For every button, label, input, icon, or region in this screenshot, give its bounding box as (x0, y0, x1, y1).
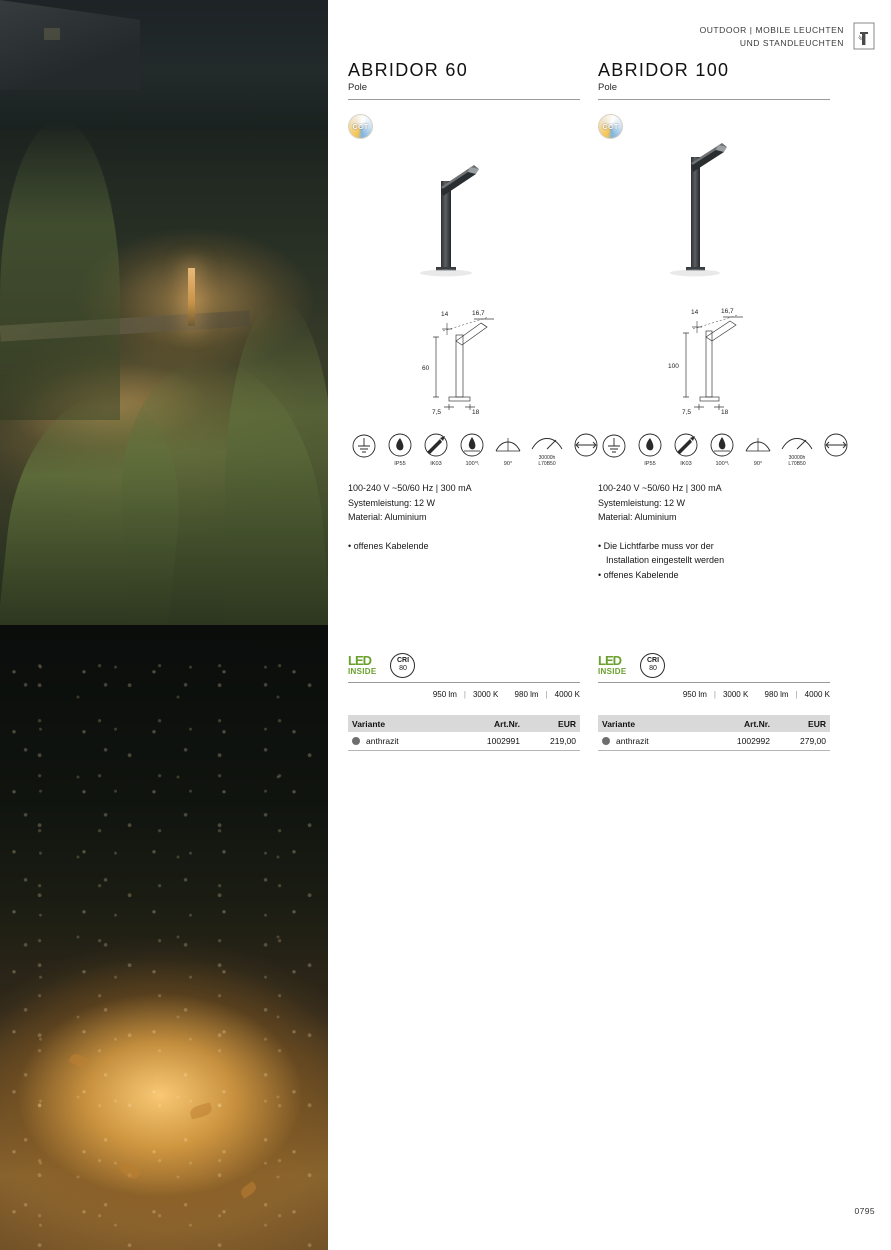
dim-height: 100 (668, 363, 679, 370)
pictogram-row (348, 433, 580, 467)
table-header-artnr: Art.Nr. (704, 715, 774, 732)
bollard-luminaire-icon (853, 22, 875, 50)
product-title: ABRIDOR 100 (598, 60, 730, 80)
led-inside-logo (598, 654, 626, 676)
ambient-temp-icon (706, 433, 738, 467)
page-header-line1: OUTDOOR | MOBILE LEUCHTEN (699, 25, 844, 35)
pictogram-caption: IK03 (430, 461, 442, 467)
page-header (700, 24, 844, 50)
bullet-item: • offenes Kabelende (348, 540, 429, 551)
led-section (348, 650, 580, 751)
catalog-page-content (328, 0, 891, 1250)
variant-cell (598, 732, 704, 751)
led-badges (348, 650, 580, 680)
page-header-line2: UND STANDLEUCHTEN (739, 38, 844, 48)
led-logo-line1: LED (348, 653, 371, 668)
photo-lit-gravel (0, 625, 328, 1250)
product-photo-abridor-100 (598, 143, 830, 283)
cri-badge (640, 653, 665, 678)
table-row[interactable] (598, 732, 830, 751)
variant-name: anthrazit (616, 736, 649, 746)
cri-value: 80 (649, 665, 657, 672)
cct-badge-label: CCT (352, 122, 369, 131)
lumen-separator: | (713, 690, 716, 699)
pictogram-caption-lifetime: 30000h L70B50 (788, 455, 806, 467)
table-header-variant: Variante (348, 715, 454, 732)
title-divider (348, 99, 580, 100)
spec-line-power: Systemleistung: 12 W (348, 497, 436, 508)
cct-badge-label: CCT (602, 122, 619, 131)
beam-angle-icon (492, 433, 524, 467)
lumen-separator: | (545, 690, 548, 699)
bullet-list (348, 539, 580, 554)
pictogram-caption: IP55 (394, 461, 406, 467)
variant-cell (348, 732, 454, 751)
variant-table (598, 715, 830, 751)
dim-top-left: 14 (441, 311, 449, 318)
table-header-row (598, 715, 830, 732)
bullet-item-continuation: Installation eingestellt werden (606, 555, 725, 565)
protection-class-1-icon (598, 433, 630, 467)
photo-gravel-texture (0, 625, 328, 1250)
lumen-2: 980 lm (764, 690, 789, 699)
dim-height: 60 (422, 365, 430, 372)
dim-base-left: 7,5 (682, 409, 692, 416)
cct-2: 4000 K (554, 690, 580, 699)
artnr-cell: 1002991 (486, 736, 520, 746)
led-inside-logo (348, 654, 376, 676)
cri-badge (390, 653, 415, 678)
ip55-icon (634, 433, 666, 467)
table-header-eur: EUR (524, 715, 580, 732)
pictogram-caption: IK03 (680, 461, 692, 467)
lumen-row (348, 683, 580, 699)
pictogram-caption: 100°\ (715, 461, 729, 467)
pictogram-caption: 90° (503, 461, 513, 467)
ik03-icon (670, 433, 702, 467)
spec-line-voltage: 100-240 V ~50/60 Hz | 300 mA (348, 483, 472, 493)
lumen-separator: | (463, 690, 466, 699)
protection-class-1-icon (348, 433, 380, 467)
bullet-list (598, 539, 830, 583)
variant-name: anthrazit (366, 736, 399, 746)
cct-1: 3000 K (472, 690, 499, 699)
photo-bollard-light (188, 268, 195, 326)
artnr-cell: 1002992 (736, 736, 770, 746)
ip55-icon (384, 433, 416, 467)
bullet-item: • offenes Kabelende (598, 569, 679, 580)
page-number: 0795 (854, 1206, 875, 1216)
cct-badge (348, 114, 373, 139)
dim-top-right: 16,7 (472, 310, 485, 317)
table-header-eur: EUR (774, 715, 830, 732)
cct-1: 3000 K (722, 690, 749, 699)
dim-top-right: 16,7 (721, 308, 734, 315)
led-logo-line2: INSIDE (598, 667, 627, 676)
dimension-drawing-abridor-60 (348, 301, 580, 421)
spec-line-material: Material: Aluminium (348, 512, 427, 522)
pictogram-caption: IP55 (644, 461, 656, 467)
pictogram-caption: 100°\ (465, 461, 479, 467)
cct-2: 4000 K (804, 690, 830, 699)
pictogram-row (598, 433, 830, 467)
dim-top-left: 14 (691, 309, 699, 316)
product-column-abridor-100 (598, 60, 830, 746)
lumen-1: 950 lm (432, 690, 457, 699)
color-swatch-icon (352, 737, 360, 745)
product-subtitle: Pole (598, 82, 618, 93)
price-cell: 219,00 (550, 736, 576, 746)
cri-label: CRI (396, 657, 410, 664)
cri-value: 80 (399, 665, 407, 672)
table-row[interactable] (348, 732, 580, 751)
pictogram-caption: 90° (753, 461, 763, 467)
dim-base-right: 18 (721, 409, 729, 416)
table-header-variant: Variante (598, 715, 704, 732)
ik03-icon (420, 433, 452, 467)
lifetime-icon (528, 433, 566, 467)
led-logo-line2: INSIDE (348, 667, 377, 676)
photo-night-garden (0, 0, 328, 625)
table-header-row (348, 715, 580, 732)
table-header-artnr: Art.Nr. (454, 715, 524, 732)
ambient-temp-icon (456, 433, 488, 467)
led-section (598, 650, 830, 751)
dim-base-right: 18 (472, 409, 480, 416)
product-photo-abridor-60 (348, 143, 580, 283)
dimension-drawing-abridor-100 (598, 301, 830, 421)
lumen-1: 950 lm (682, 690, 707, 699)
lumen-separator: | (795, 690, 798, 699)
spec-block (598, 481, 830, 525)
adjustable-icon (820, 433, 852, 467)
dim-base-left: 7,5 (432, 409, 442, 416)
lumen-row (598, 683, 830, 699)
spec-line-voltage: 100-240 V ~50/60 Hz | 300 mA (598, 483, 722, 493)
spec-line-power: Systemleistung: 12 W (598, 497, 686, 508)
product-title: ABRIDOR 60 (348, 60, 469, 80)
variant-table (348, 715, 580, 751)
beam-angle-icon (742, 433, 774, 467)
spec-line-material: Material: Aluminium (598, 512, 677, 522)
product-column-abridor-60 (348, 60, 580, 746)
photo-column (0, 0, 328, 1250)
cct-badge (598, 114, 623, 139)
cri-label: CRI (646, 657, 660, 664)
pictogram-caption-lifetime: 30000h L70B50 (538, 455, 556, 467)
led-badges (598, 650, 830, 680)
spec-block (348, 481, 580, 525)
photo-house-window (44, 28, 60, 40)
lifetime-icon (778, 433, 816, 467)
led-logo-line1: LED (598, 653, 621, 668)
title-divider (598, 99, 830, 100)
lumen-2: 980 lm (514, 690, 539, 699)
color-swatch-icon (602, 737, 610, 745)
product-subtitle: Pole (348, 82, 368, 93)
price-cell: 279,00 (800, 736, 826, 746)
lumen-group-separator (755, 690, 757, 699)
bullet-item: • Die Lichtfarbe muss vor der (598, 540, 714, 551)
lumen-group-separator (505, 690, 507, 699)
